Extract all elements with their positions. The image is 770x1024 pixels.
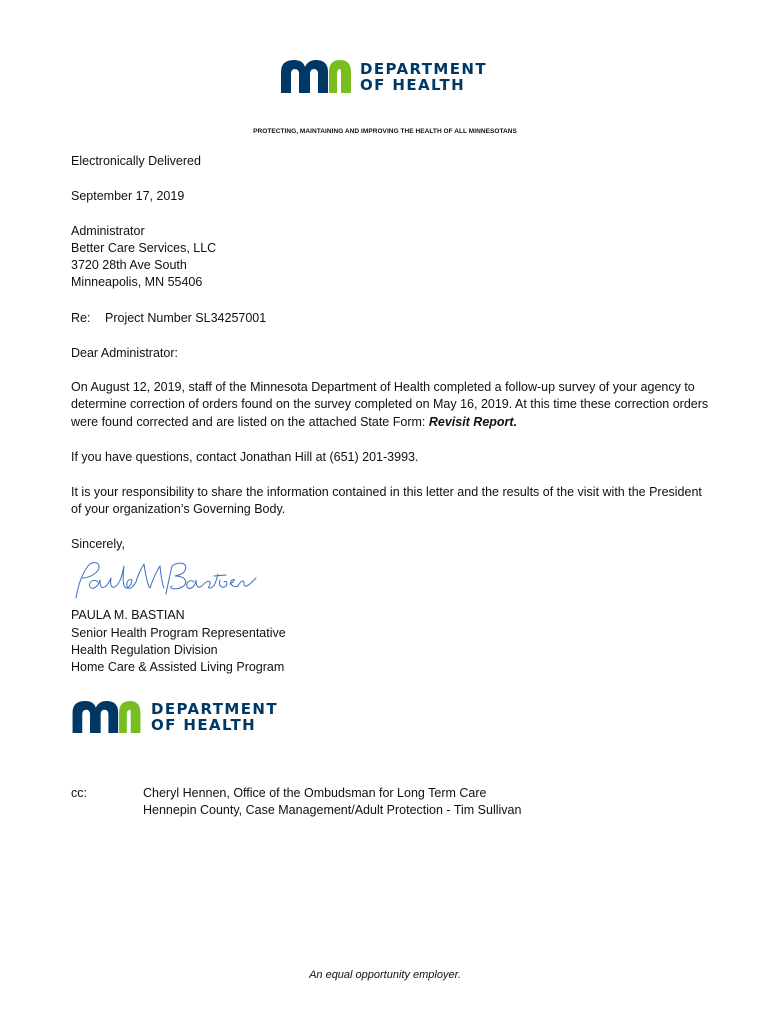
mn-logo-icon xyxy=(71,701,141,733)
recipient-organization: Better Care Services, LLC xyxy=(71,241,217,255)
re-label: Re: xyxy=(71,311,91,325)
body-paragraph-1-text: On August 12, 2019, staff of the Minnesota Department of Health completed a follow-up survey of your agency to determine correction of orders found on the survey completed on May 16, 2019. At this time these correction orders were found corrected and are listed on the attached State Form: xyxy=(71,380,709,429)
revisit-report-emphasis: Revisit Report. xyxy=(428,414,518,429)
body-paragraph-2: If you have questions, contact Jonathan Hill at (651) 201-3993. xyxy=(71,450,419,464)
logo-line1: DEPARTMENT xyxy=(360,59,487,78)
mn-logo-icon xyxy=(280,60,351,93)
footer-text: An equal opportunity employer. xyxy=(309,969,461,981)
recipient-title: Administrator xyxy=(71,224,145,238)
body-paragraph-1 xyxy=(71,379,711,431)
logo-line2: OF HEALTH xyxy=(151,716,257,734)
mdh-logo-signature xyxy=(71,701,278,733)
closing: Sincerely, xyxy=(71,537,125,551)
logo-line2: OF HEALTH xyxy=(360,75,466,94)
recipient-street: 3720 28th Ave South xyxy=(71,258,187,272)
tagline: PROTECTING, MAINTAINING AND IMPROVING THE HEALTH OF ALL MINNESOTANS xyxy=(253,128,517,135)
recipient-city: Minneapolis, MN 55406 xyxy=(71,275,203,289)
body-paragraph-3: It is your responsibility to share the information contained in this letter and the results of the visit with the President of your organization’s Governing Body. xyxy=(71,485,702,517)
signer-name: PAULA M. BASTIAN xyxy=(71,608,185,622)
handwritten-signature xyxy=(68,556,258,602)
cc-label: cc: xyxy=(71,786,87,800)
re-value: Project Number SL34257001 xyxy=(105,311,267,325)
signer-program: Home Care & Assisted Living Program xyxy=(71,660,285,674)
delivery-method: Electronically Delivered xyxy=(71,154,201,168)
letter-date: September 17, 2019 xyxy=(71,189,185,203)
logo-line1: DEPARTMENT xyxy=(151,700,278,718)
cc-recipient: Cheryl Hennen, Office of the Ombudsman for Long Term Care xyxy=(143,786,487,800)
signer-title: Senior Health Program Representative xyxy=(71,626,286,640)
mdh-logo-header xyxy=(280,60,487,93)
salutation: Dear Administrator: xyxy=(71,346,178,360)
signer-division: Health Regulation Division xyxy=(71,643,218,657)
cc-recipient: Hennepin County, Case Management/Adult Protection - Tim Sullivan xyxy=(143,803,522,817)
